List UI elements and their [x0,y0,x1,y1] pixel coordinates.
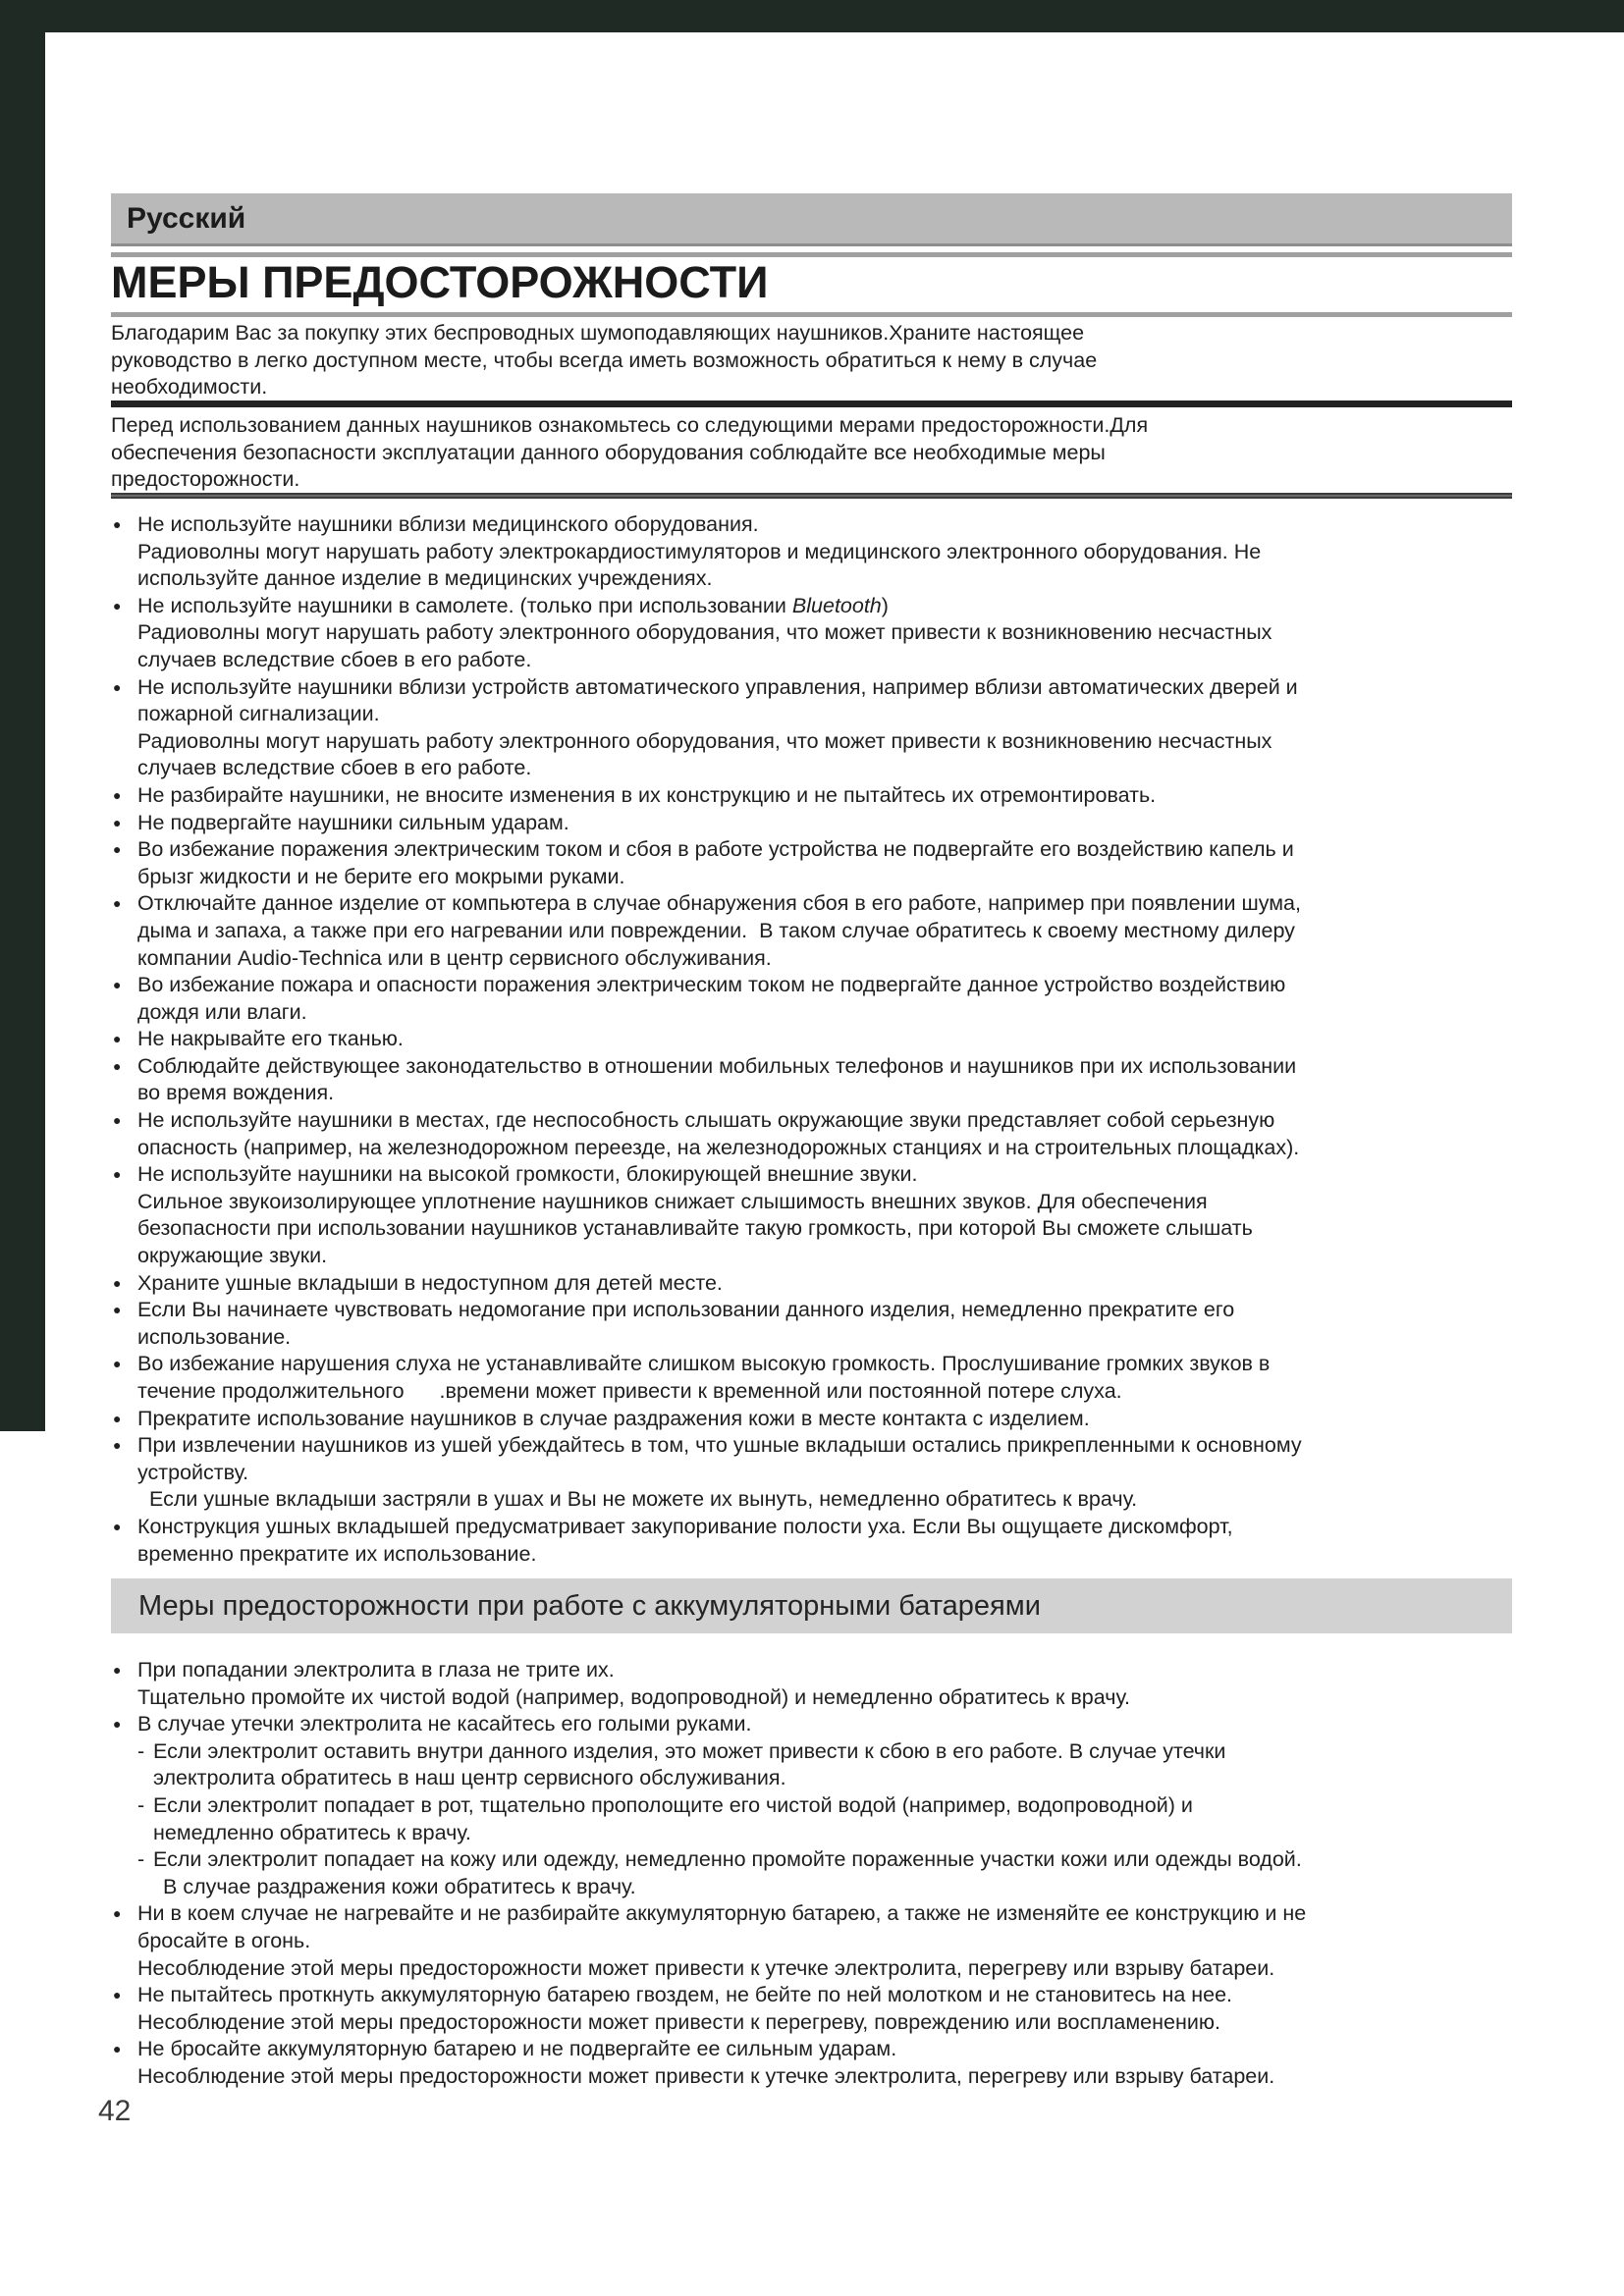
list-item [111,1297,1512,1351]
text-line: Храните ушные вкладыши в недоступном для детей месте. [137,1270,723,1295]
text-line: используйте данное изделие в медицинских учреждениях. [137,566,713,591]
list-item [111,2036,1512,2090]
text-line: Несоблюдение этой меры предосторожности может привести к утечке электролита, перегреву или взрыву батареи. [137,1955,1275,1980]
list-item [111,1982,1512,2036]
text-line: Радиоволны могут нарушать работу электронного оборудования, что может привести к возникновению несчастных [137,728,1272,753]
text-line: немедленно обратитесь к врачу. [153,1820,471,1844]
text-line: использование. [137,1324,292,1349]
text-line: Несоблюдение этой меры предосторожности может привести к утечке электролита, перегреву или взрыву батареи. [137,2063,1275,2088]
text-line: Отключайте данное изделие от компьютера в случае обнаружения сбоя в его работе, например при появлении шума, [137,891,1301,916]
bullet-icon: ● [113,2041,122,2057]
text-line: Если электролит оставить внутри данного изделия, это может привести к сбою в его работе. В случае утечки [153,1738,1226,1763]
bullet-icon: ● [113,1274,122,1291]
bullet-icon: ● [113,597,122,614]
text-line: Если Вы начинаете чувствовать недомогание при использовании данного изделия, немедленно прекратите его [137,1298,1235,1322]
text-line: необходимости. [111,375,268,400]
bullet-icon: ● [113,1112,122,1129]
text-line: Радиоволны могут нарушать работу электрокардиостимуляторов и медицинского электронного оборудования. Не [137,539,1262,563]
text-line: электролита обратитесь в наш центр сервисного обслуживания. [153,1766,786,1790]
text-line: Радиоволны могут нарушать работу электронного оборудования, что может привести к возникновению несчастных [137,620,1272,645]
separator-rule-gray [111,493,1512,499]
list-item [111,1711,1512,1900]
intro-paragraph-1 [111,320,1512,401]
list-item [111,836,1512,890]
list-item [111,1657,1512,1711]
text-line: дождя или влаги. [137,999,307,1024]
language-tab-bar [111,193,1512,246]
text-line: Во избежание нарушения слуха не устанавливайте слишком высокую громкость. Прослушивание громких звуков в [137,1352,1271,1376]
text-line: Не используйте наушники на высокой громкости, блокирующей внешние звуки. [137,1162,918,1187]
list-item [111,1432,1512,1514]
text-line: Не используйте наушники вблизи устройств автоматического управления, например вблизи автоматических дверей и [137,674,1298,699]
bullet-icon: ● [113,895,122,912]
text-line: случаев вследствие сбоев в его работе. [137,756,532,780]
text-line: случаев вследствие сбоев в его работе. [137,647,532,671]
bullet-icon: ● [113,1518,122,1534]
list-item [111,1053,1512,1107]
bullet-icon: ● [113,1716,122,1733]
text-line: во время вождения. [137,1081,335,1105]
text-line: Во избежание поражения электрическим током и сбоя в работе устройства не подвергайте его воздействию капель и [137,837,1294,862]
battery-precautions-list [111,1657,1512,2091]
bullet-icon: ● [113,841,122,858]
bullet-icon: ● [113,1031,122,1047]
text-line: Во избежание пожара и опасности поражения электрическим током не подвергайте данное устройство воздействию [137,973,1286,997]
list-item [111,1107,1512,1161]
main-precautions-list [111,511,1512,1568]
text-line-indented: В случае раздражения кожи обратитесь к врачу. [163,1874,636,1898]
bullet-icon: ● [113,1662,122,1678]
bullet-icon: ● [113,786,122,803]
text-line: Если электролит попадает в рот, тщательно прополощите его чистой водой (например, водопроводной) и [153,1792,1193,1817]
list-item [111,1406,1512,1433]
list-item [111,511,1512,593]
text-line: обеспечения безопасности эксплуатации данного оборудования соблюдайте все необходимые меры [111,440,1106,464]
bullet-icon: ● [113,977,122,993]
scan-edge-left [0,0,45,1431]
language-tab-label: Русский [127,202,246,235]
text-line: компании Audio-Technica или в центр сервисного обслуживания. [137,945,772,970]
text-line: устройству. [137,1460,249,1484]
text-line: Перед использованием данных наушников ознакомьтесь со следующими мерами предосторожности.Для [111,413,1149,437]
text-line: брызг жидкости и не берите его мокрыми руками. [137,864,625,888]
text-line: Конструкция ушных вкладышей предусматривает закупоривание полости уха. Если Вы ощущаете дискомфорт, [137,1514,1233,1538]
page-number: 42 [98,2095,132,2127]
bullet-icon: ● [113,516,122,532]
list-item [111,810,1512,837]
list-item [111,1161,1512,1269]
text-line: окружающие звуки. [137,1244,328,1268]
bullet-icon: ● [113,1437,122,1454]
text-line: При попадании электролита в глаза не трите их. [137,1658,615,1682]
text-segment: ) [881,593,889,617]
sub-list-item [137,1738,1512,1792]
list-item [111,782,1512,810]
text-line: Не используйте наушники вблизи медицинского оборудования. [137,512,759,536]
bluetooth-word: Bluetooth [791,593,882,617]
dash-icon: - [137,1738,145,1763]
title-rule-bottom [111,312,1512,317]
bullet-icon: ● [113,1987,122,2003]
text-line: руководство в легко доступном месте, чтобы всегда иметь возможность обратиться к нему в случае [111,347,1098,372]
text-line: временно прекратите их использование. [137,1541,537,1566]
text-line: дыма и запаха, а также при его нагревании или повреждении. В таком случае обратитесь к своему местному дилеру [137,918,1295,942]
text-line: течение продолжительного .времени может привести к временной или постоянной потере слуха. [137,1379,1122,1403]
bullet-icon: ● [113,1166,122,1183]
list-item [111,972,1512,1026]
text-line: Если электролит попадает на кожу или одежду, немедленно промойте пораженные участки кожи или одежды водой. [153,1847,1302,1872]
bullet-icon: ● [113,814,122,830]
scan-edge-top [0,0,1624,32]
text-line: пожарной сигнализации. [137,702,380,726]
text-line: Несоблюдение этой меры предосторожности может привести к перегреву, повреждению или воспламенению. [137,2009,1220,2034]
dash-icon: - [137,1847,145,1872]
list-item [111,1026,1512,1053]
text-line: Не накрывайте его тканью. [137,1027,404,1051]
bullet-icon: ● [113,1905,122,1922]
text-line: В случае утечки электролита не касайтесь его голыми руками. [137,1712,752,1736]
text-line: Не подвергайте наушники сильным ударам. [137,810,569,834]
bullet-icon: ● [113,678,122,695]
sub-list-item [137,1846,1512,1900]
list-item [111,1351,1512,1405]
text-line-indented: Если ушные вкладыши застряли в ушах и Вы не можете их вынуть, немедленно обратитесь к врачу. [149,1487,1138,1512]
bullet-icon: ● [113,1057,122,1074]
text-line: бросайте в огонь. [137,1928,311,1952]
text-line: Не разбирайте наушники, не вносите изменения в их конструкцию и не пытайтесь их отремонтировать. [137,782,1157,807]
dash-icon: - [137,1792,145,1817]
text-line: Прекратите использование наушников в случае раздражения кожи в месте контакта с изделием. [137,1406,1090,1430]
intro-paragraph-2 [111,412,1512,494]
text-line: Не используйте наушники в местах, где неспособность слышать окружающие звуки представляет собой серьезную [137,1108,1275,1133]
bullet-icon: ● [113,1410,122,1426]
list-item [111,674,1512,782]
text-line: Тщательно промойте их чистой водой (например, водопроводной) и немедленно обратитесь к врачу. [137,1684,1131,1709]
list-item [111,1270,1512,1298]
text-line: Не пытайтесь проткнуть аккумуляторную батарею гвоздем, не бейте по ней молотком и не становитесь на нее. [137,1983,1233,2007]
text-line: Благодарим Вас за покупку этих беспроводных шумоподавляющих наушников.Храните настоящее [111,321,1085,345]
bullet-icon: ● [113,1356,122,1372]
text-line [137,593,1512,620]
text-line: При извлечении наушников из ушей убеждайтесь в том, что ушные вкладыши остались прикрепленными к основному [137,1433,1302,1458]
bullet-icon: ● [113,1302,122,1318]
battery-section-header-bar [111,1578,1512,1633]
battery-section-heading: Меры предосторожности при работе с аккумуляторными батареями [138,1590,1041,1622]
sub-list-item [137,1792,1512,1846]
text-line: опасность (например, на железнодорожном переезде, на железнодорожных станциях и на строительных площадках). [137,1135,1300,1159]
list-item [111,890,1512,972]
text-line: Сильное звукоизолирующее уплотнение наушников снижает слышимость внешних звуков. Для обеспечения [137,1189,1208,1213]
list-item [111,1514,1512,1568]
text-line: Не бросайте аккумуляторную батарею и не подвергайте ее сильным ударам. [137,2037,897,2061]
text-line: предосторожности. [111,467,300,492]
text-line: Ни в коем случае не нагревайте и не разбирайте аккумуляторную батарею, а также не изменяйте ее конструкцию и не [137,1901,1307,1926]
list-item [111,1900,1512,1982]
text-segment: Не используйте наушники в самолете. (только при использовании [137,593,792,617]
separator-rule-dark [111,400,1512,407]
list-item [111,593,1512,674]
text-line: безопасности при использовании наушников устанавливайте такую громкость, при которой Вы сможете слышать [137,1216,1253,1241]
page-title: МЕРЫ ПРЕДОСТОРОЖНОСТИ [111,257,769,307]
text-line: Соблюдайте действующее законодательство в отношении мобильных телефонов и наушников при их использовании [137,1053,1297,1078]
